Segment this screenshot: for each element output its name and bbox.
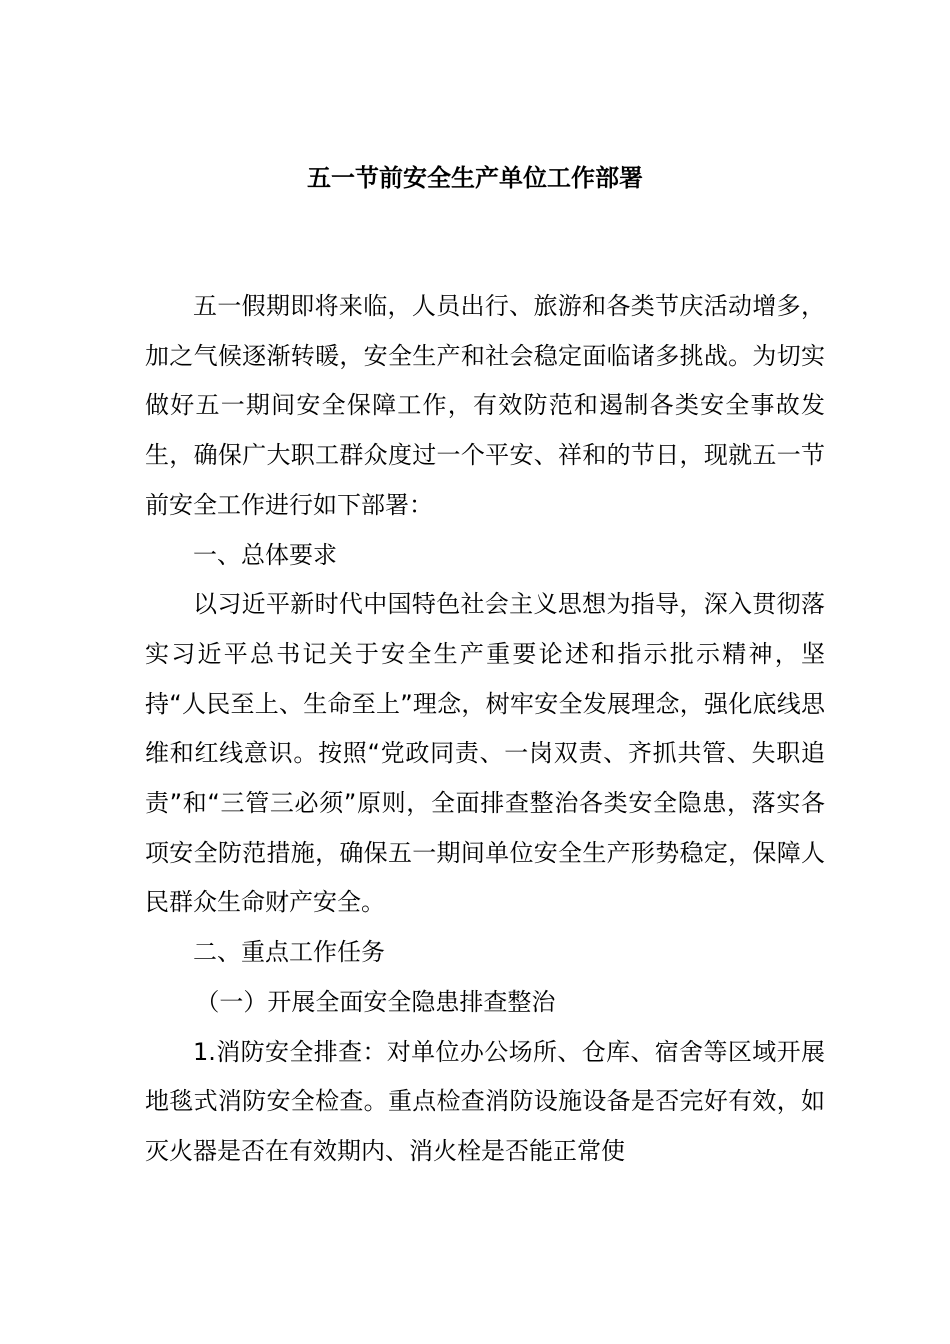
document-title: 五一节前安全生产单位工作部署 (307, 164, 643, 192)
fire-safety-paragraph: 1.消防安全排查：对单位办公场所、仓库、宿舍等区域开展地毯式消防安全检查。重点检查消防设施设备是否完好有效，如灭火器是否在有效期内、消火栓是否能正常使 (145, 1037, 825, 1165)
general-requirements-paragraph: 以习近平新时代中国特色社会主义思想为指导，深入贯彻落实习近平总书记关于安全生产重要论述和指示批示精神，坚持“人民至上、生命至上”理念，树牢安全发展理念，强化底线思维和红线意识。按照“党政同责、一岗双责、齐抓共管、失职追责”和“三管三必须”原则，全面排查整治各类安全隐患，落实各项安全防范措施，确保五一期间单位安全生产形势稳定，保障人民群众生命财产安全。 (145, 590, 825, 917)
document-body (145, 282, 825, 1177)
intro-paragraph: 五一假期即将来临，人员出行、旅游和各类节庆活动增多，加之气候逐渐转暖，安全生产和社会稳定面临诸多挑战。为切实做好五一期间安全保障工作，有效防范和遏制各类安全事故发生，确保广大职工群众度过一个平安、祥和的节日，现就五一节前安全工作进行如下部署： (145, 292, 825, 519)
section-heading-general: 一、总体要求 (193, 540, 337, 569)
section-heading-tasks: 二、重点工作任务 (193, 938, 385, 967)
subsection-heading-inspection: （一）开展全面安全隐患排查整治 (195, 987, 556, 1016)
